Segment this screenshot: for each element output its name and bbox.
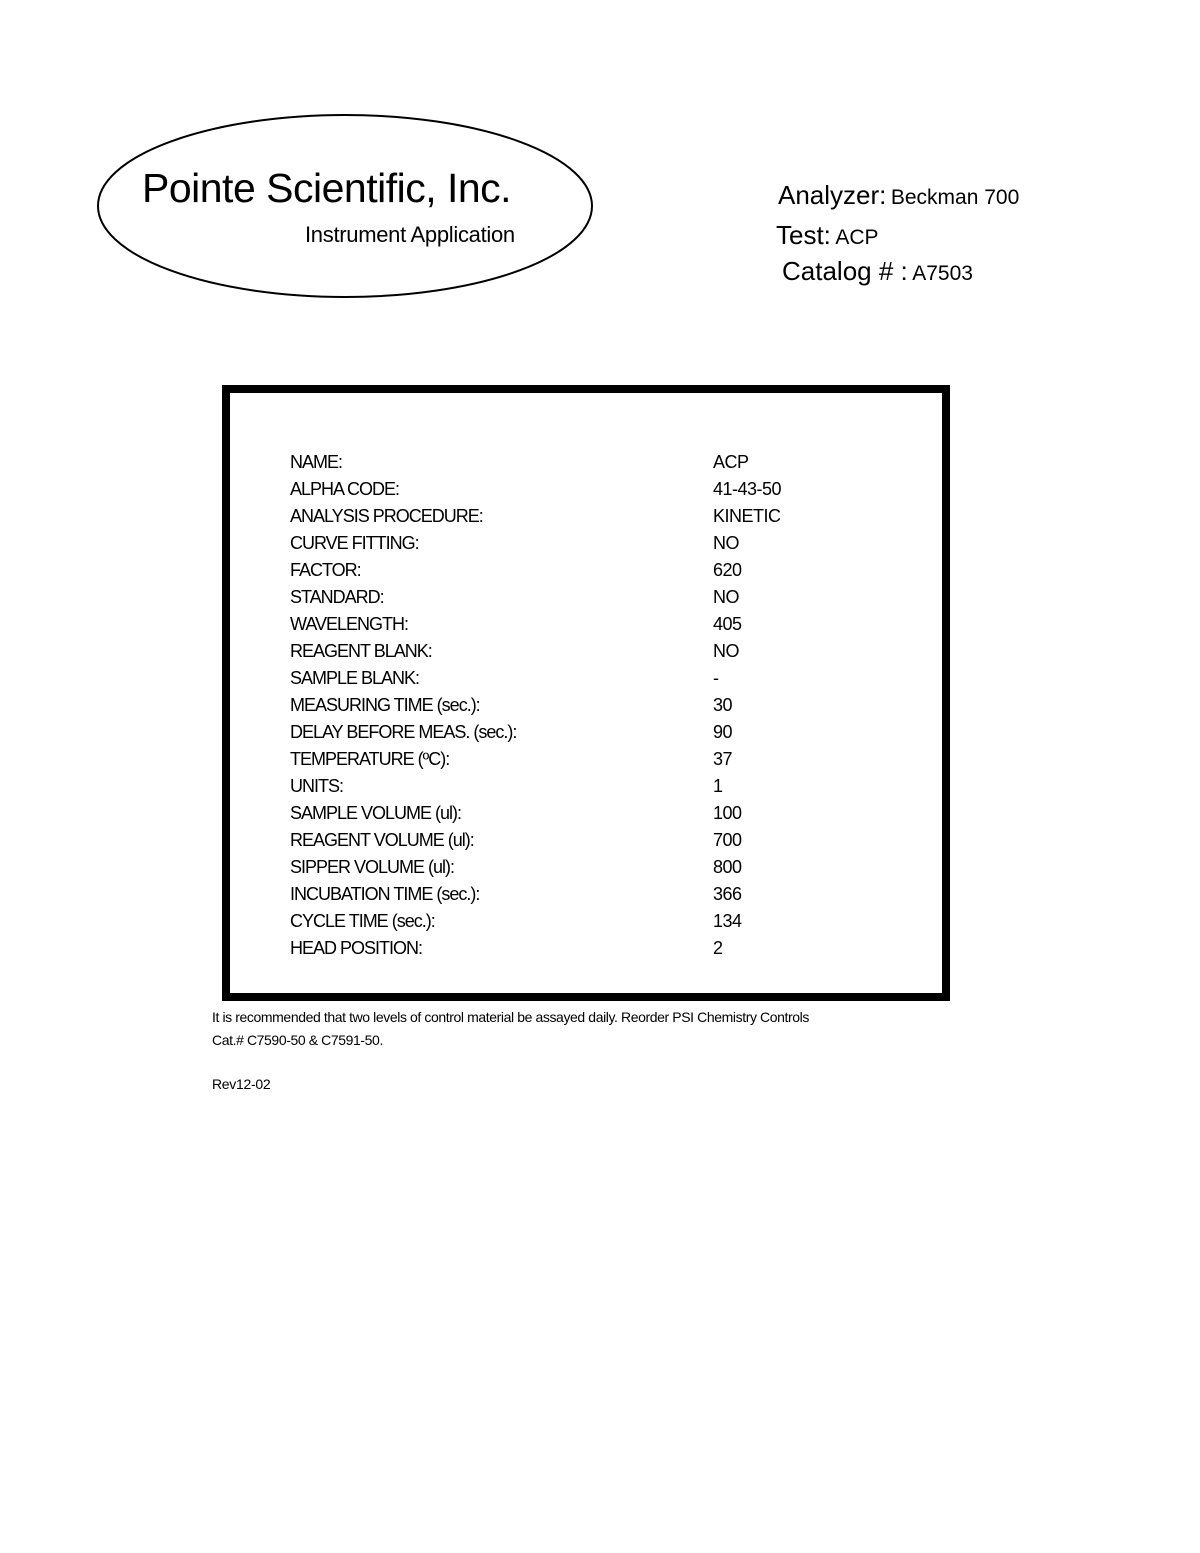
param-label: HEAD POSITION: xyxy=(290,938,423,958)
param-label: ANALYSIS PROCEDURE: xyxy=(290,506,483,526)
param-row-incubation-time xyxy=(290,881,910,908)
param-value: NO xyxy=(713,587,739,607)
param-value: 100 xyxy=(713,803,742,823)
param-value: 800 xyxy=(713,857,742,877)
param-value: 90 xyxy=(713,722,733,742)
param-label: INCUBATION TIME (sec.): xyxy=(290,884,480,904)
param-row-alpha-code xyxy=(290,476,910,503)
company-name: Pointe Scientific, Inc. xyxy=(142,165,512,211)
param-value: 41-43-50 xyxy=(713,479,782,499)
analyzer-value: Beckman 700 xyxy=(890,186,1020,209)
param-row-standard xyxy=(290,584,910,611)
param-row-measuring-time xyxy=(290,692,910,719)
param-value: 30 xyxy=(713,695,733,715)
param-label: CURVE FITTING: xyxy=(290,533,419,553)
param-value: - xyxy=(713,668,719,688)
param-label: SAMPLE BLANK: xyxy=(290,668,420,688)
param-row-reagent-blank xyxy=(290,638,910,665)
param-label: MEASURING TIME (sec.): xyxy=(290,695,480,715)
param-value: 134 xyxy=(713,911,742,931)
param-row-delay-before-meas xyxy=(290,719,910,746)
param-row-wavelength xyxy=(290,611,910,638)
param-row-reagent-volume xyxy=(290,827,910,854)
param-row-sample-blank xyxy=(290,665,910,692)
param-value: 700 xyxy=(713,830,742,850)
param-value: NO xyxy=(713,641,739,661)
analyzer-label: Analyzer: xyxy=(778,180,887,210)
param-value: 620 xyxy=(713,560,742,580)
param-label: ALPHA CODE: xyxy=(290,479,400,499)
parameter-list xyxy=(290,449,910,962)
catalog-label: Catalog # : xyxy=(782,256,908,286)
param-row-name xyxy=(290,449,910,476)
param-value: 366 xyxy=(713,884,742,904)
catalog-value: A7503 xyxy=(912,262,973,285)
param-label: WAVELENGTH: xyxy=(290,614,409,634)
catalog-line xyxy=(782,256,973,287)
param-row-sample-volume xyxy=(290,800,910,827)
analyzer-line xyxy=(778,180,1019,211)
company-logo xyxy=(96,112,596,300)
test-value: ACP xyxy=(835,226,879,249)
param-label: DELAY BEFORE MEAS. (sec.): xyxy=(290,722,517,742)
param-label: STANDARD: xyxy=(290,587,384,607)
param-row-temperature xyxy=(290,746,910,773)
param-label: REAGENT BLANK: xyxy=(290,641,432,661)
param-value: ACP xyxy=(713,452,749,472)
control-material-note xyxy=(212,1006,932,1052)
param-label: REAGENT VOLUME (ul): xyxy=(290,830,474,850)
param-row-analysis-procedure xyxy=(290,503,910,530)
param-value: 37 xyxy=(713,749,733,769)
param-value: 2 xyxy=(713,938,723,958)
param-row-factor xyxy=(290,557,910,584)
param-label: NAME: xyxy=(290,452,343,472)
param-value: 1 xyxy=(713,776,723,796)
param-label: SAMPLE VOLUME (ul): xyxy=(290,803,462,823)
param-row-units xyxy=(290,773,910,800)
parameter-box xyxy=(222,385,950,1001)
param-label: UNITS: xyxy=(290,776,344,796)
note-line-2: Cat.# C7590-50 & C7591-50. xyxy=(212,1032,383,1048)
param-row-sipper-volume xyxy=(290,854,910,881)
note-line-1: It is recommended that two levels of control material be assayed daily. Reorder PSI Chemistry Controls xyxy=(212,1009,809,1025)
param-label: CYCLE TIME (sec.): xyxy=(290,911,435,931)
param-label: TEMPERATURE (ºC): xyxy=(290,749,450,769)
test-label: Test: xyxy=(776,220,831,250)
logo-subtitle: Instrument Application xyxy=(305,222,515,247)
revision-label: Rev12-02 xyxy=(212,1076,271,1092)
param-value: 405 xyxy=(713,614,742,634)
param-value: NO xyxy=(713,533,739,553)
param-label: SIPPER VOLUME (ul): xyxy=(290,857,455,877)
param-row-curve-fitting xyxy=(290,530,910,557)
param-value: KINETIC xyxy=(713,506,781,526)
param-label: FACTOR: xyxy=(290,560,361,580)
param-row-head-position xyxy=(290,935,910,962)
param-row-cycle-time xyxy=(290,908,910,935)
test-line xyxy=(776,220,879,251)
